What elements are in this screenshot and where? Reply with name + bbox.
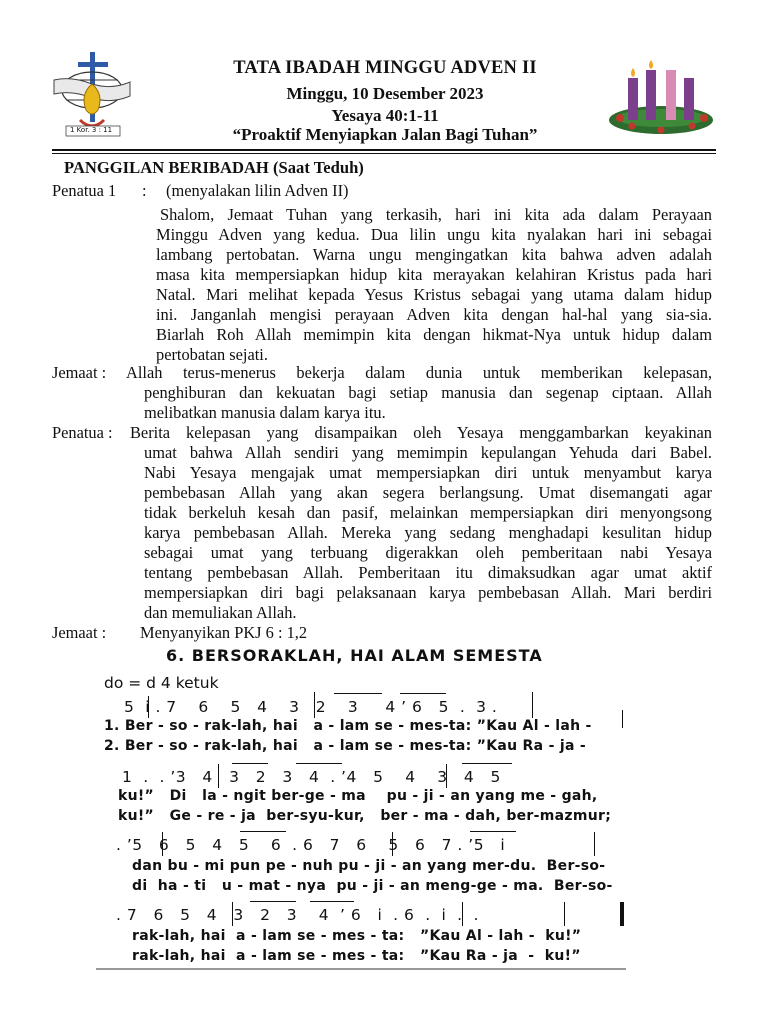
note-beam [334, 693, 382, 694]
liturgy-line: melibatkan manusia dalam karya itu. [144, 403, 386, 422]
page-title: TATA IBADAH MINGGU ADVEN II [233, 58, 537, 78]
song-notes-line: 1 . . ’3 4 3 2 3 4 . ’4 5 4 3 4 5 [122, 768, 501, 786]
liturgy-line: karya pembebasan Allah. Mereka yang sedang menghadapi kesulitan hidup [144, 523, 712, 542]
song-notes-line: . ’5 6 5 4 5 6 . 6 7 6 5 6 7 . ’5 i [116, 836, 506, 854]
liturgy-line: Biarlah Roh Allah memimpin kita dengan hikmat-Nya untuk hidup dalam [156, 325, 712, 344]
bar-line [532, 692, 533, 718]
bar-line [462, 902, 463, 926]
song-lyric-verse-2: ku!” Ge - re - ja ber-syu-kur, ber - ma - dah, ber-mazmur; [118, 808, 612, 824]
note-beam [232, 763, 268, 764]
liturgy-line: masa kita mempersiapkan hidup kita merayakan kelahiran Kristus pada hari [156, 265, 712, 284]
note-beam [462, 763, 512, 764]
song-notes-line: . 7 6 5 4 3 2 3 4 ’ 6 i . 6 . i . . [116, 906, 479, 924]
service-theme: “Proaktif Menyiapkan Jalan Bagi Tuhan” [232, 125, 538, 144]
bar-line [232, 902, 233, 926]
note-beam [470, 831, 516, 832]
song-lyric-verse-2: di ha - ti u - mat - nya pu - ji - an meng-ge - ma. Ber-so- [132, 878, 613, 894]
final-bar-line [620, 902, 624, 926]
note-beam [240, 831, 286, 832]
service-date: Minggu, 10 Desember 2023 [286, 84, 484, 103]
song-notes-line: 5 i . 7 6 5 4 3 2 3 4 ’ 6 5 . 3 . [124, 698, 498, 716]
song-title: 6. BERSORAKLAH, HAI ALAM SEMESTA [166, 646, 543, 665]
liturgy-line: Minggu Adven yang kedua. Dua lilin ungu kita nyalakan hari ini sebagai [156, 225, 712, 244]
song-image-bottom-edge [96, 968, 626, 970]
note-beam [400, 693, 446, 694]
bar-line [392, 832, 393, 856]
bar-line [218, 764, 219, 788]
liturgy-line: Allah terus-menerus bekerja dalam dunia untuk memberikan kelepasan, [126, 363, 712, 382]
song-lyric-verse-1: ku!” Di la - ngit ber-ge - ma pu - ji - an yang me - gah, [118, 788, 598, 804]
liturgy-line: ini. Janganlah mengisi perayaan Adven kita dengan hal-hal yang sia-sia. [156, 305, 712, 324]
liturgy-line: Nabi Yesaya mengajak umat mempersiapkan diri untuk menyambut karya [144, 463, 712, 482]
liturgy-line: penghiburan dan kekuatan bagi setiap manusia dan segenap ciptaan. Allah [144, 383, 712, 402]
header-rule [52, 149, 716, 151]
header-rule-thin [52, 153, 716, 154]
song-lyric-verse-1: 1. Ber - so - rak-lah, hai a - lam se - mes-ta: ”Kau Al - lah - [104, 718, 592, 734]
liturgy-line: Natal. Mari melihat kepada Yesus Kristus sebagai yang utama dalam hidup [156, 285, 712, 304]
speaker-label-jemaat: Jemaat : [52, 623, 107, 642]
speaker-label-penatua-1: Penatua 1 [52, 181, 117, 200]
speaker-label-penatua: Penatua : [52, 423, 113, 442]
section-title: PANGGILAN BERIBADAH (Saat Teduh) [64, 158, 364, 177]
song-lyric-verse-2: 2. Ber - so - rak-lah, hai a - lam se - mes-ta: ”Kau Ra - ja - [104, 738, 586, 754]
song-lyric-verse-1: rak-lah, hai a - lam se - mes - ta: ”Kau Al - lah - ku!” [132, 928, 582, 944]
liturgy-line: lambang pertobatan. Warna ungu mengingatkan kita bahwa adven adalah [156, 245, 712, 264]
liturgy-action: (menyalakan lilin Adven II) [166, 181, 349, 200]
speaker-label-jemaat: Jemaat : [52, 363, 107, 382]
liturgy-line: pertobatan sejati. [156, 345, 268, 364]
liturgy-line: tentang pembebasan Allah. Pemberitaan itu dimaksudkan agar umat aktif [144, 563, 712, 582]
bar-line [622, 710, 623, 728]
liturgy-line: tidak berkeluh kesah dan pasif, melainkan mempersiapkan diri menyongsong [144, 503, 712, 522]
bar-line [594, 832, 595, 856]
note-beam [310, 901, 354, 902]
liturgy-line: umat bahwa Allah sendiri yang memimpin kepulangan Yehuda dari Babel. [144, 443, 712, 462]
bar-line [564, 902, 565, 926]
bar-line [446, 764, 447, 788]
bar-line [148, 696, 149, 718]
liturgy-line: sebagai umat yang terbuang digerakkan oleh pemberitaan nabi Yesaya [144, 543, 712, 562]
bar-line [162, 832, 163, 856]
liturgy-line: pembebasan Allah yang akan segera berlangsung. Umat disemangati agar [144, 483, 712, 502]
advent-wreath-icon [606, 56, 716, 136]
bar-line [314, 692, 315, 718]
liturgy-line: mempersiapkan diri bagi pelaksanaan karya pembebasan Allah. Mari berdiri [144, 583, 712, 602]
speaker-colon: : [142, 181, 147, 200]
liturgy-line: dan memuliakan Allah. [144, 603, 297, 622]
liturgy-line: Berita kelepasan yang disampaikan oleh Yesaya menggambarkan keyakinan [130, 423, 712, 442]
scripture-reference: Yesaya 40:1-11 [331, 106, 439, 125]
song-key: do = d 4 ketuk [104, 674, 219, 692]
song-lyric-verse-1: dan bu - mi pun pe - nuh pu - ji - an yang mer-du. Ber-so- [132, 858, 606, 874]
liturgy-line: Shalom, Jemaat Tuhan yang terkasih, hari ini kita ada dalam Perayaan [160, 205, 712, 224]
logo-caption: 1 Kor. 3 : 11 [70, 126, 113, 134]
note-beam [250, 901, 296, 902]
song-lyric-verse-2: rak-lah, hai a - lam se - mes - ta: ”Kau Ra - ja - ku!” [132, 948, 581, 964]
song-instruction: Menyanyikan PKJ 6 : 1,2 [140, 623, 308, 642]
note-beam [296, 763, 342, 764]
